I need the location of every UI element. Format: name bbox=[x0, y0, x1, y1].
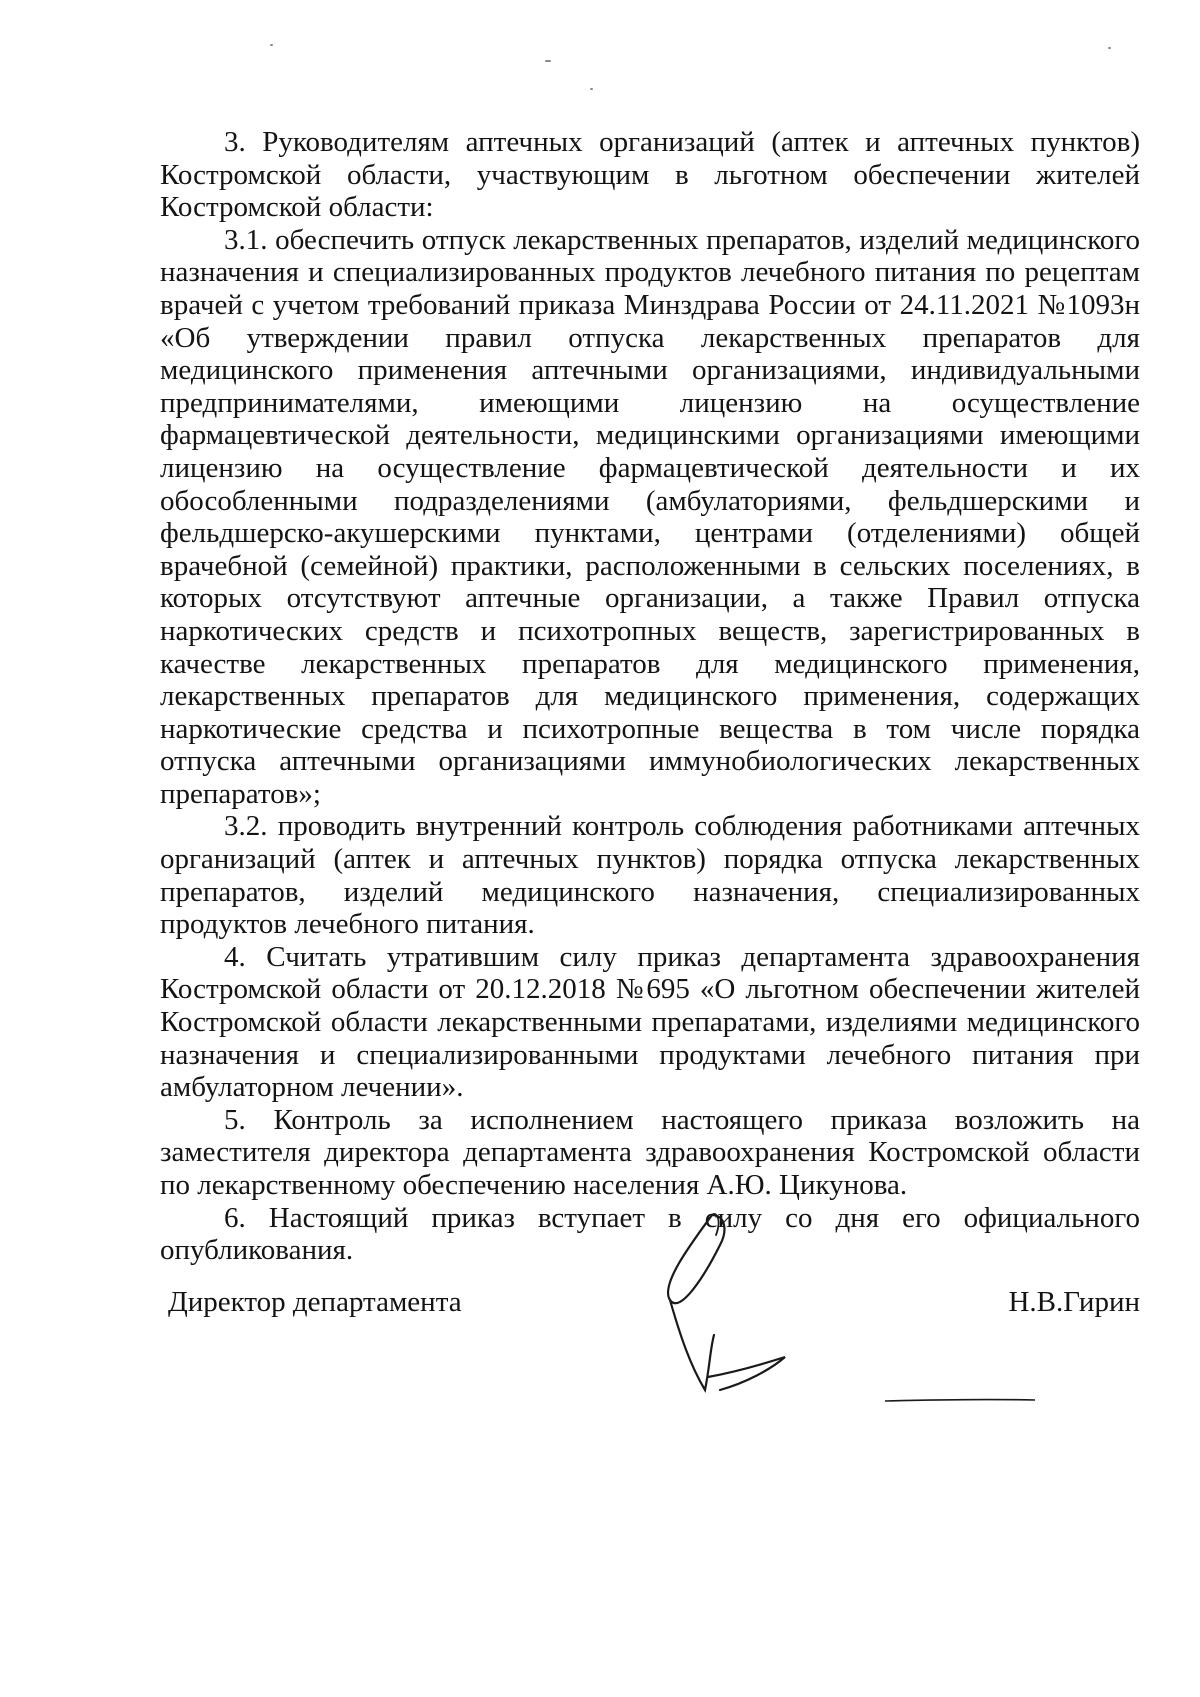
scan-speck bbox=[590, 88, 593, 90]
signatory-name: Н.В.Гирин bbox=[1008, 1286, 1140, 1318]
signatory-title: Директор департамента bbox=[168, 1286, 462, 1318]
scan-speck bbox=[270, 44, 273, 46]
paragraph-3-2: 3.2. проводить внутренний контроль соблюдения работниками аптечных организаций (аптек и аптечных пунктов) порядка отпуска лекарственных препаратов, изделий медицинского назначения, специализированных продуктов лечебного питания. bbox=[160, 810, 1140, 941]
scan-speck bbox=[1108, 47, 1111, 49]
handwritten-signature bbox=[650, 1205, 850, 1405]
paragraph-4: 4. Считать утратившим силу приказ департамента здравоохранения Костромской области от 20.12.2018 №695 «О льготном обеспечении жителей Костромской области лекарственными препаратами, изделиями медицинского назначения и специализированными продуктами лечебного питания при амбулаторном лечении». bbox=[160, 940, 1140, 1104]
document-body bbox=[160, 126, 1140, 1267]
scan-speck bbox=[545, 60, 551, 62]
paragraph-3: 3. Руководителям аптечных организаций (аптек и аптечных пунктов) Костромской области, участвующим в льготном обеспечении жителей Костромской области: bbox=[160, 126, 1140, 224]
paragraph-5: 5. Контроль за исполнением настоящего приказа возложить на заместителя директора департамента здравоохранения Костромской области по лекарственному обеспечению населения А.Ю. Цикунова. bbox=[160, 1103, 1140, 1201]
signature-underline bbox=[885, 1398, 1035, 1402]
paragraph-3-1: 3.1. обеспечить отпуск лекарственных препаратов, изделий медицинского назначения и специализированных продуктов лечебного питания по рецептам врачей с учетом требований приказа Минздрава России от 24.11.2021 №1093н «Об утверждении правил отпуска лекарственных препаратов для медицинского применения аптечными организациями, индивидуальными предпринимателями, имеющими лицензию на осуществление фармацевтической деятельности, медицинскими организациями имеющими лицензию на осуществление фармацевтической деятельности и их обособленными подразделениями (амбулаториями, фельдшерскими и фельдшерско-акушерскими пунктами, центрами (отделениями) общей врачебной (семейной) практики, расположенными в сельских поселениях, в которых отсутствуют аптечные организации, а также Правил отпуска наркотических средств и психотропных веществ, зарегистрированных в качестве лекарственных препаратов для медицинского применения, лекарственных препаратов для медицинского применения, содержащих наркотические средства и психотропные вещества в том числе порядка отпуска аптечными организациями иммунобиологических лекарственных препаратов»; bbox=[160, 223, 1140, 810]
paragraph-6: 6. Настоящий приказ вступает в силу со дня его официального опубликования. bbox=[160, 1201, 1140, 1267]
